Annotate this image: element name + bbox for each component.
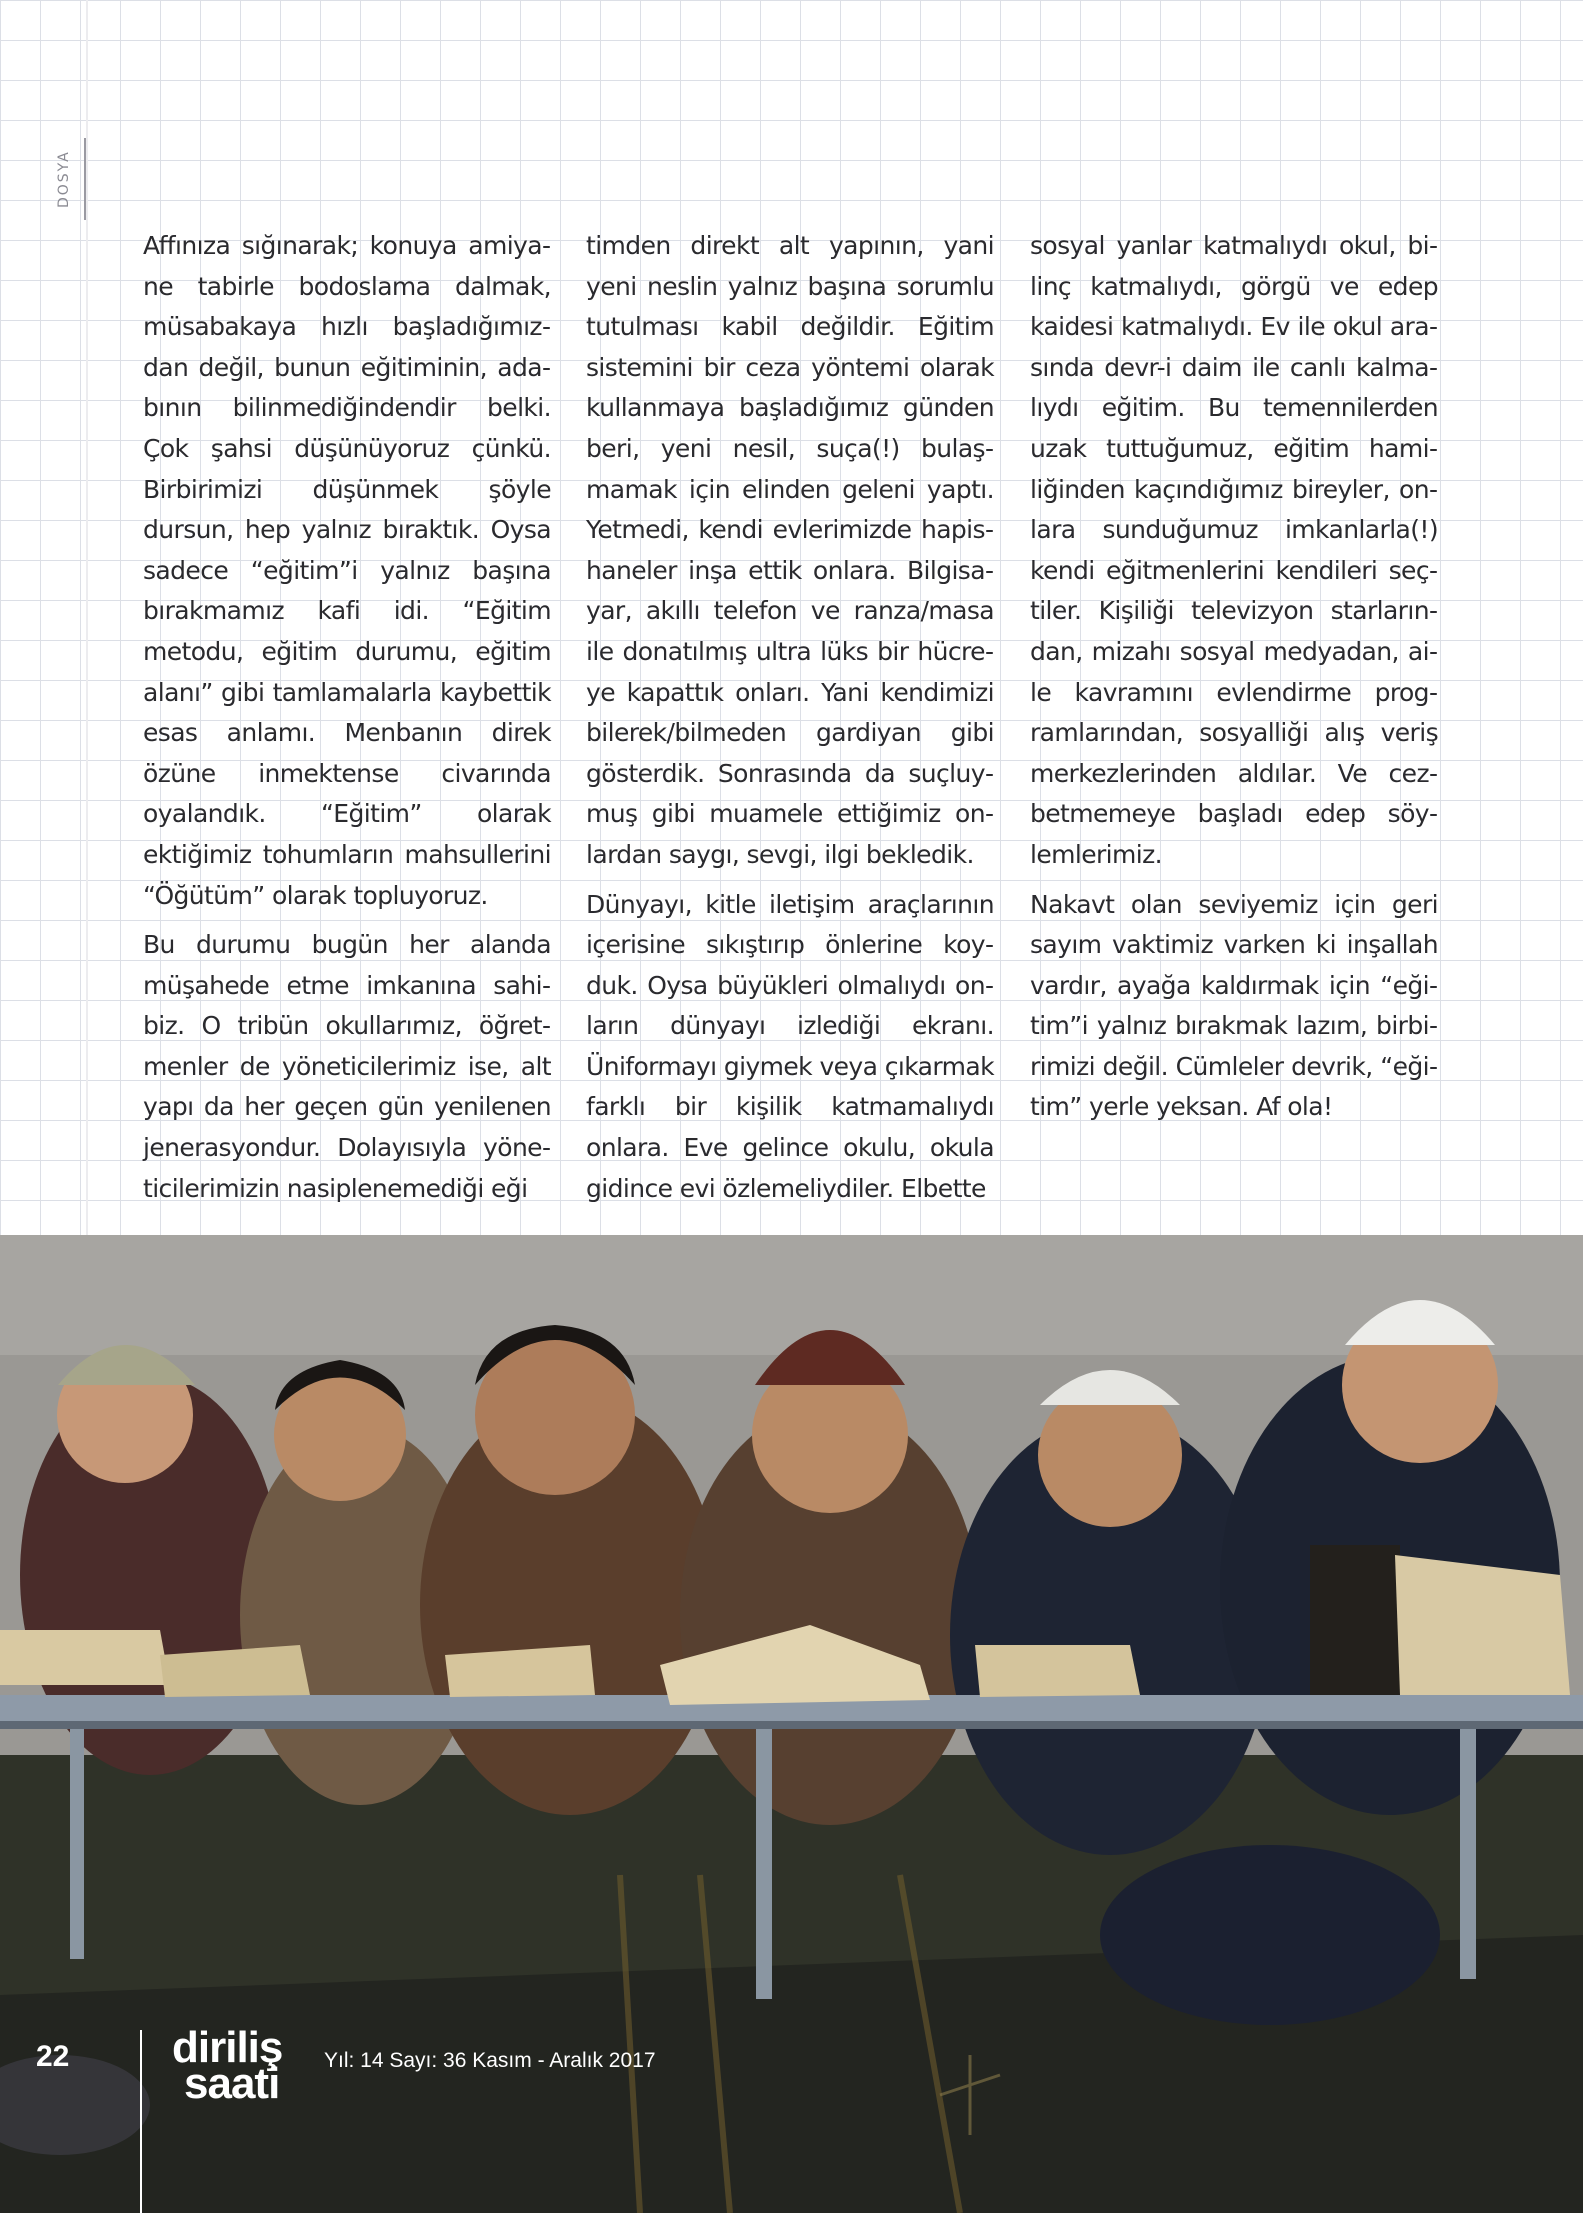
issue-info: Yıl: 14 Sayı: 36 Kasım - Aralık 2017 bbox=[324, 2049, 656, 2072]
paragraph: sosyal yanlar katmalıydı okul, bilinç katmalıydı, görgü ve edep kaidesi katmalıydı. Ev ile okul arasında devr-i daim ile canlı kalmalıydı eğitim. Bu temennilerden uzak tuttuğumuz, eğitim hamiliğinden kaçındığımız bireyler, onlara sunduğumuz imkanlarla(!) kendi eğitmenlerini kendileri seçtiler. Kişiliği televizyon starlarından, mizahı sosyal medyadan, aile kavramını evlendirme programlarından, sosyalliği alış veriş merkezlerinden aldılar. Ve cezbetmemeye başladı edep söylemlerimiz. bbox=[1030, 231, 1438, 869]
text-column-3 bbox=[1030, 226, 1438, 1137]
page-margin-line bbox=[86, 0, 88, 1235]
page-number: 22 bbox=[36, 2040, 70, 2073]
text-column-2 bbox=[586, 226, 994, 1218]
magazine-logo bbox=[172, 2023, 283, 2108]
paragraph: Dünyayı, kitle iletişim araçlarının içerisine sıkıştırıp önlerine koyduk. Oysa büyükleri olmalıydı onların dünyayı izlediği ekranı. Üniformayı giymek veya çıkarmak farklı bir kişilik katmamalıydı onlara. Eve gelince okulu, okula gidince evi özlemeliydiler. Elbette bbox=[586, 889, 994, 1203]
section-label-text: DOSYA bbox=[56, 150, 72, 208]
paragraph: Nakavt olan seviyemiz için geri sayım vaktimiz varken ki inşallah vardır, ayağa kaldırmak için “eğitim”i yalnız bırakmak lazım, birbirimizi değil. Cümleler devrik, “eğitim” yerle yeksan. Af ola! bbox=[1030, 889, 1438, 1122]
logo-line-2: saati bbox=[184, 2059, 280, 2108]
footer-divider bbox=[140, 2030, 142, 2213]
logo-line-1: diriliş bbox=[172, 2023, 283, 2072]
text-column-1 bbox=[143, 226, 551, 1218]
paragraph: timden direkt alt yapının, yani yeni neslin yalnız başına sorumlu tutulması kabil değildir. Eğitim sistemini bir ceza yöntemi olarak kullanmaya başladığımız günden beri, yeni nesil, suça(!) bulaşmamak için elinden geleni yaptı. Yetmedi, kendi evlerimizde hapishaneler inşa ettik onlara. Bilgisayar, akıllı telefon ve ranza/masa ile donatılmış ultra lüks bir hücreye kapattık onları. Yani kendimizi bilerek/bilmeden gardiyan gibi gösterdik. Sonrasında da suçluymuş gibi muamele ettiğimiz onlardan saygı, sevgi, ilgi bekledik. bbox=[586, 231, 994, 869]
paragraph: Affınıza sığınarak; konuya amiyane tabirle bodoslama dalmak, müsabakaya hızlı başladığımızdan değil, bunun eğitiminin, adabının bilinmediğindendir belki. Çok şahsi düşünüyoruz çünkü. Birbirimizi düşünmek şöyle dursun, hep yalnız bıraktık. Oysa sadece “eğitim”i yalnız başına bırakmamız kafi idi. “Eğitim metodu, eğitim durumu, eğitim alanı” gibi tamlamalarla kaybettik esas anlamı. Menbanın direk özüne inmektense civarında oyalandık. “Eğitim” olarak ektiğimiz tohumların mahsullerini “Öğütüm” olarak topluyoruz. bbox=[143, 231, 551, 910]
paragraph: Bu durumu bugün her alanda müşahede etme imkanına sahibiz. O tribün okullarımız, öğretmenler de yöneticilerimiz ise, alt yapı da her geçen gün yenilenen jenerasyondur. Dolayısıyla yöneticilerimizin nasiplenemediği eği bbox=[143, 930, 551, 1203]
section-label bbox=[52, 138, 86, 220]
bag bbox=[1100, 1845, 1440, 2025]
